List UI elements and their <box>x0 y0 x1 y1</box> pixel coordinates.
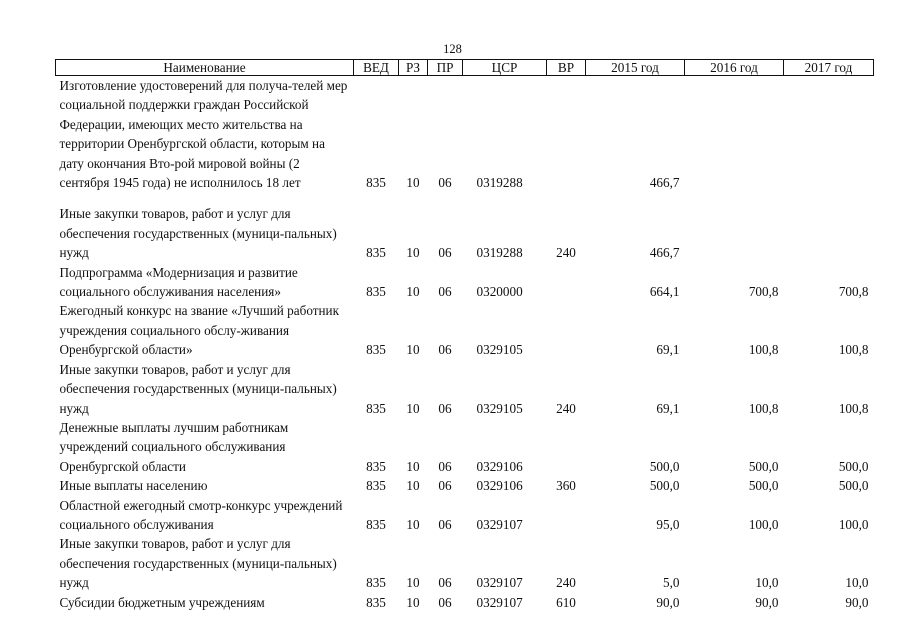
row-2016: 500,0 <box>748 458 779 474</box>
row-rz: 10 <box>406 575 420 591</box>
row-2017: 100,8 <box>838 400 869 416</box>
row-csr: 0320000 <box>476 284 523 300</box>
row-2017: 500,0 <box>838 478 869 494</box>
row-name: Субсидии бюджетным учреждениям <box>59 594 265 610</box>
row-pr: 06 <box>438 458 452 474</box>
row-name: Иные выплаты населению <box>59 478 208 494</box>
row-2015: 69,1 <box>656 400 680 416</box>
row-csr: 0329107 <box>476 516 523 532</box>
row-vr <box>547 76 586 205</box>
row-rz: 10 <box>406 175 420 191</box>
row-csr: 0329107 <box>476 594 523 610</box>
page-number: 128 <box>443 42 462 56</box>
row-ved: 835 <box>366 516 386 532</box>
header-rz: РЗ <box>399 60 428 76</box>
row-2015: 500,0 <box>649 458 680 474</box>
row-2017: 90,0 <box>845 594 869 610</box>
header-2017: 2017 год <box>784 60 874 76</box>
row-vr <box>547 418 586 476</box>
header-row <box>56 60 874 76</box>
row-rz: 10 <box>406 284 420 300</box>
table-row <box>56 360 874 418</box>
row-2016: 100,8 <box>748 400 779 416</box>
row-ved: 835 <box>366 245 386 261</box>
table-row <box>56 301 874 359</box>
row-rz: 10 <box>406 245 420 261</box>
row-vr: 240 <box>556 400 576 416</box>
row-2016 <box>685 204 784 262</box>
row-ved: 835 <box>366 458 386 474</box>
row-2015: 466,7 <box>649 245 680 261</box>
row-name: Областной ежегодный смотр-конкурс учреждений социального обслуживания <box>59 497 343 532</box>
row-csr: 0329107 <box>476 575 523 591</box>
row-2016: 100,8 <box>748 342 779 358</box>
row-pr: 06 <box>438 175 452 191</box>
row-rz: 10 <box>406 458 420 474</box>
row-2015: 500,0 <box>649 478 680 494</box>
row-2017: 700,8 <box>838 284 869 300</box>
row-csr: 0329105 <box>476 342 523 358</box>
row-pr: 06 <box>438 478 452 494</box>
row-pr: 06 <box>438 342 452 358</box>
row-pr: 06 <box>438 284 452 300</box>
row-2017 <box>784 76 874 205</box>
row-csr: 0319288 <box>476 175 523 191</box>
row-2016 <box>685 76 784 205</box>
row-ved: 835 <box>366 478 386 494</box>
table-header <box>56 60 874 76</box>
budget-table <box>55 59 874 612</box>
row-ved: 835 <box>366 284 386 300</box>
row-csr: 0329106 <box>476 458 523 474</box>
row-pr: 06 <box>438 400 452 416</box>
row-2015: 664,1 <box>649 284 680 300</box>
table-row <box>56 204 874 262</box>
row-pr: 06 <box>438 575 452 591</box>
row-2015: 69,1 <box>656 342 680 358</box>
row-2015: 466,7 <box>649 175 680 191</box>
row-ved: 835 <box>366 342 386 358</box>
row-2015: 90,0 <box>656 594 680 610</box>
table-row <box>56 263 874 302</box>
table-row <box>56 476 874 495</box>
row-csr: 0329105 <box>476 400 523 416</box>
row-rz: 10 <box>406 516 420 532</box>
table-body <box>56 76 874 612</box>
row-rz: 10 <box>406 342 420 358</box>
row-vr <box>547 301 586 359</box>
row-2017: 10,0 <box>845 575 869 591</box>
row-pr: 06 <box>438 594 452 610</box>
row-2016: 100,0 <box>748 516 779 532</box>
row-ved: 835 <box>366 575 386 591</box>
header-2016: 2016 год <box>685 60 784 76</box>
row-vr: 360 <box>556 478 576 494</box>
row-csr: 0319288 <box>476 245 523 261</box>
row-name: Иные закупки товаров, работ и услуг для обеспечения государственных (муници-пальных) нужд <box>59 206 337 261</box>
row-name: Денежные выплаты лучшим работникам учреждений социального обслуживания Оренбургской области <box>59 419 289 474</box>
row-name: Изготовление удостоверений для получа-телей мер социальной поддержки граждан Российской Федерации, имеющих место жительства на территории Оренбургской области, которым на дату окончания Вто-рой мировой войны (2 сентября 1945 года) не исполнилось 18 лет <box>59 78 348 191</box>
row-2017: 100,0 <box>838 516 869 532</box>
header-ved: ВЕД <box>354 60 399 76</box>
row-2016: 10,0 <box>755 575 779 591</box>
row-2017: 500,0 <box>838 458 869 474</box>
header-pr: ПР <box>428 60 463 76</box>
row-vr <box>547 496 586 535</box>
row-2016: 700,8 <box>748 284 779 300</box>
table-row <box>56 496 874 535</box>
table-row <box>56 76 874 205</box>
row-ved: 835 <box>366 175 386 191</box>
row-ved: 835 <box>366 594 386 610</box>
row-2016: 90,0 <box>755 594 779 610</box>
row-2015: 95,0 <box>656 516 680 532</box>
table-row <box>56 593 874 612</box>
row-name: Иные закупки товаров, работ и услуг для обеспечения государственных (муници-пальных) нужд <box>59 361 337 416</box>
row-2017 <box>784 204 874 262</box>
table-row <box>56 418 874 476</box>
header-name: Наименование <box>56 60 354 76</box>
row-rz: 10 <box>406 478 420 494</box>
row-2017: 100,8 <box>838 342 869 358</box>
header-vr: ВР <box>547 60 586 76</box>
row-rz: 10 <box>406 594 420 610</box>
row-vr <box>547 263 586 302</box>
row-name: Подпрограмма «Модернизация и развитие социального обслуживания населения» <box>59 264 298 300</box>
row-vr: 240 <box>556 245 576 261</box>
row-vr: 610 <box>556 594 576 610</box>
row-csr: 0329106 <box>476 478 523 494</box>
row-name: Иные закупки товаров, работ и услуг для обеспечения государственных (муници-пальных) нужд <box>59 536 337 591</box>
row-ved: 835 <box>366 400 386 416</box>
table-row <box>56 534 874 592</box>
row-2015: 5,0 <box>663 575 680 591</box>
row-pr: 06 <box>438 516 452 532</box>
row-name: Ежегодный конкурс на звание «Лучший работник учреждения социального обслу-живания Оренбургской области» <box>59 303 340 358</box>
row-vr: 240 <box>556 575 576 591</box>
header-csr: ЦСР <box>463 60 547 76</box>
row-2016: 500,0 <box>748 478 779 494</box>
row-rz: 10 <box>406 400 420 416</box>
row-pr: 06 <box>438 245 452 261</box>
header-2015: 2015 год <box>586 60 685 76</box>
